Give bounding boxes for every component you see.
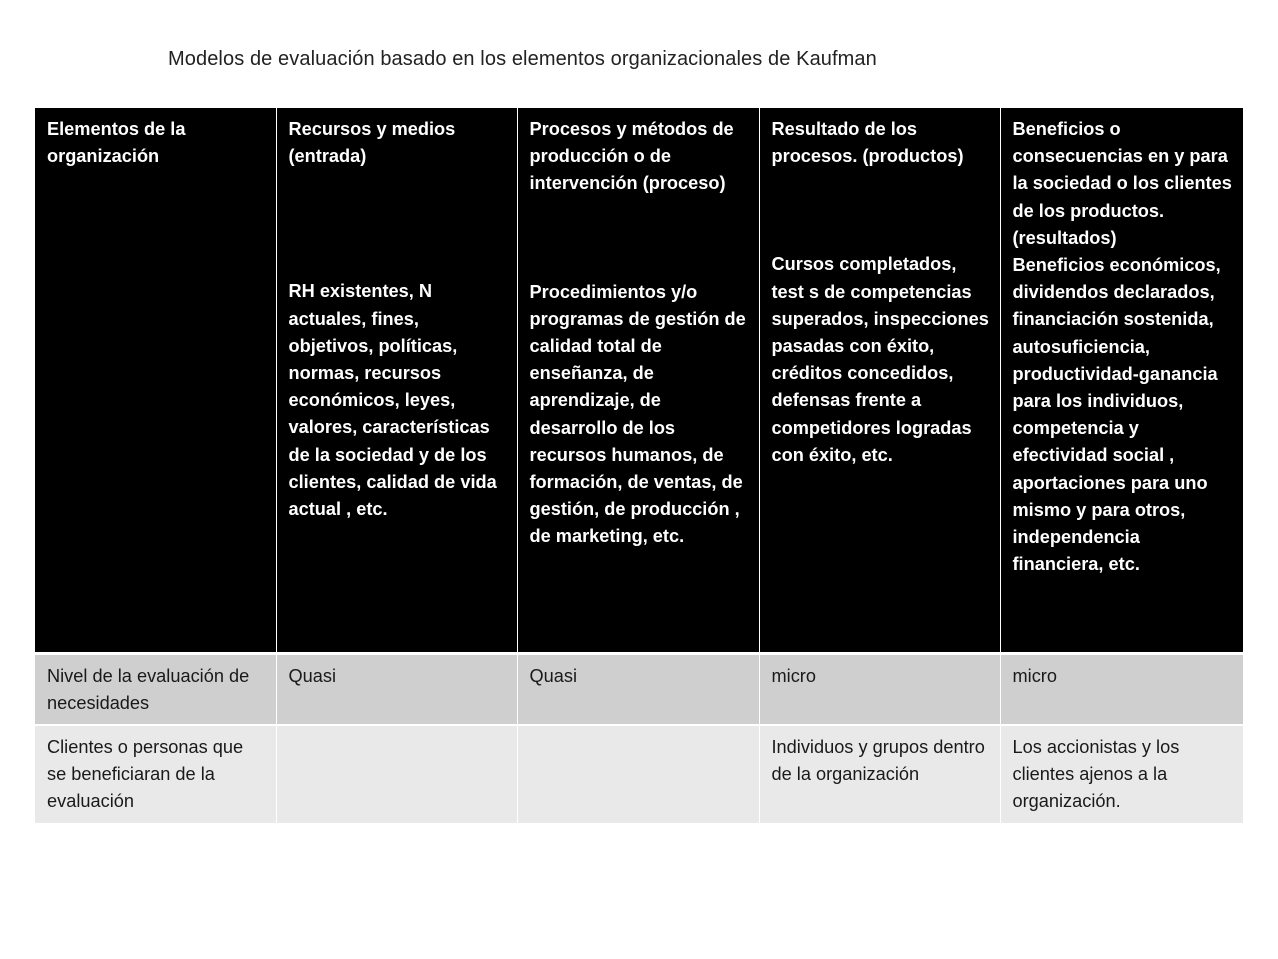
header-cell-title: Procesos y métodos de producción o de intervención (proceso) [529,119,734,194]
header-cell-processes [517,108,759,653]
header-row [35,108,1243,653]
table-cell: Quasi [517,653,759,725]
slide-title: Modelos de evaluación basado en los elementos organizacionales de Kaufman [168,48,877,70]
table-cell: Nivel de la evaluación de necesidades [35,653,276,725]
table-cell: micro [1000,653,1243,725]
header-cell-title: Beneficios o consecuencias en y para la sociedad o los clientes de los productos. (resultados) [1012,119,1232,248]
table-cell: micro [759,653,1000,725]
header-cell-body: Cursos completados, test s de competencias superados, inspecciones pasadas con éxito, créditos concedidos, defensas frente a competidores logradas con éxito, etc. [771,254,989,465]
header-cell-products [759,108,1000,653]
header-cell-elements [35,108,276,653]
header-cell-title: Recursos y medios (entrada) [288,119,456,167]
header-cell-body: Procedimientos y/o programas de gestión de calidad total de enseñanza, de aprendizaje, de desarrollo de los recursos humanos, de formación, de ventas, de gestión, de producción , de marketing, etc. [529,281,746,547]
header-cell-title: Elementos de la organización [47,119,186,167]
clients-row [35,725,1243,823]
table-cell: Quasi [276,653,517,725]
table-cell: Los accionistas y los clientes ajenos a la organización. [1000,725,1243,823]
table-cell [517,725,759,823]
kaufman-evaluation-table [35,108,1243,823]
header-cell-title: Resultado de los procesos. (productos) [771,119,964,167]
level-row [35,653,1243,725]
table-cell [276,725,517,823]
table-cell: Individuos y grupos dentro de la organización [759,725,1000,823]
table-cell: Clientes o personas que se beneficiaran de la evaluación [35,725,276,823]
header-cell-outcomes [1000,108,1243,653]
header-cell-body: RH existentes, N actuales, fines, objetivos, políticas, normas, recursos económicos, leyes, valores, características de la sociedad y de los clientes, calidad de vida actual , etc. [288,281,497,520]
header-cell-body: Beneficios económicos, dividendos declarados, financiación sostenida, autosuficiencia, productividad-ganancia para los individuos, competencia y efectividad social , aportaciones para uno mismo y para otros, independencia financiera, etc. [1012,255,1221,575]
header-cell-inputs [276,108,517,653]
